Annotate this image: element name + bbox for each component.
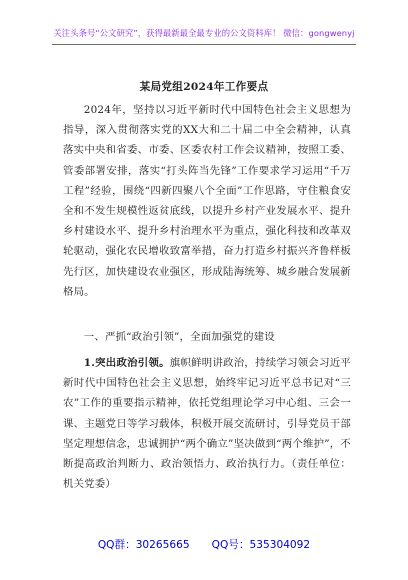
header-divider	[52, 44, 356, 45]
section-heading: 一、严抓“政治引领”，全面加强党的建设	[83, 331, 275, 343]
item-label: 1.突出政治引领。	[83, 357, 170, 369]
intro-paragraph: 2024年，坚持以习近平新时代中国特色社会主义思想为指导，深入贯彻落实党的XX大和二十届二中全会精神，认真落实中央和省委、市委、区委农村工作会议精神，按照工委、管委部署安排，落实“打头阵当先锋”工作要求学习运用“千万工程”经验，围绕“四新四聚八个全面”工作思路，守住粮食安全和不发生规模性返贫底线，以提升乡村产业发展水平、提升乡村建设水平、提升乡村治理水平为重点，强化科技和改革双轮驱动，强化农民增收致富举措，奋力打造乡村振兴齐鲁样板先行区，加快建设农业强区，形成陆海统筹、城乡融合发展新格局。	[63, 104, 351, 298]
item-paragraph	[63, 353, 351, 494]
document-title: 某局党组2024年工作要点	[139, 81, 269, 93]
item-text: 旗帜鲜明讲政治，持续学习领会习近平新时代中国特色社会主义思想，始终牢记习近平总书记对“三农”工作的重要指示精神，依托党组理论学习中心组、三会一课、主题党日等学习载体，积极开展交流研讨，引导党员干部坚定理想信念，忠诚拥护“两个确立”坚决做到“两个维护”，不断提高政治判断力、政治领悟力、政治执行力。（责任单位：机关党委）	[63, 357, 351, 491]
footer-contact	[0, 537, 408, 552]
footer-qq-group: QQ群：30265665	[97, 539, 190, 551]
footer-qq-number: QQ号：535304092	[211, 539, 311, 551]
header-promo-text: 关注头条号“公文研究”，获得最新最全最专业的公文资料库！ 微信：gongwenyj	[53, 28, 355, 38]
